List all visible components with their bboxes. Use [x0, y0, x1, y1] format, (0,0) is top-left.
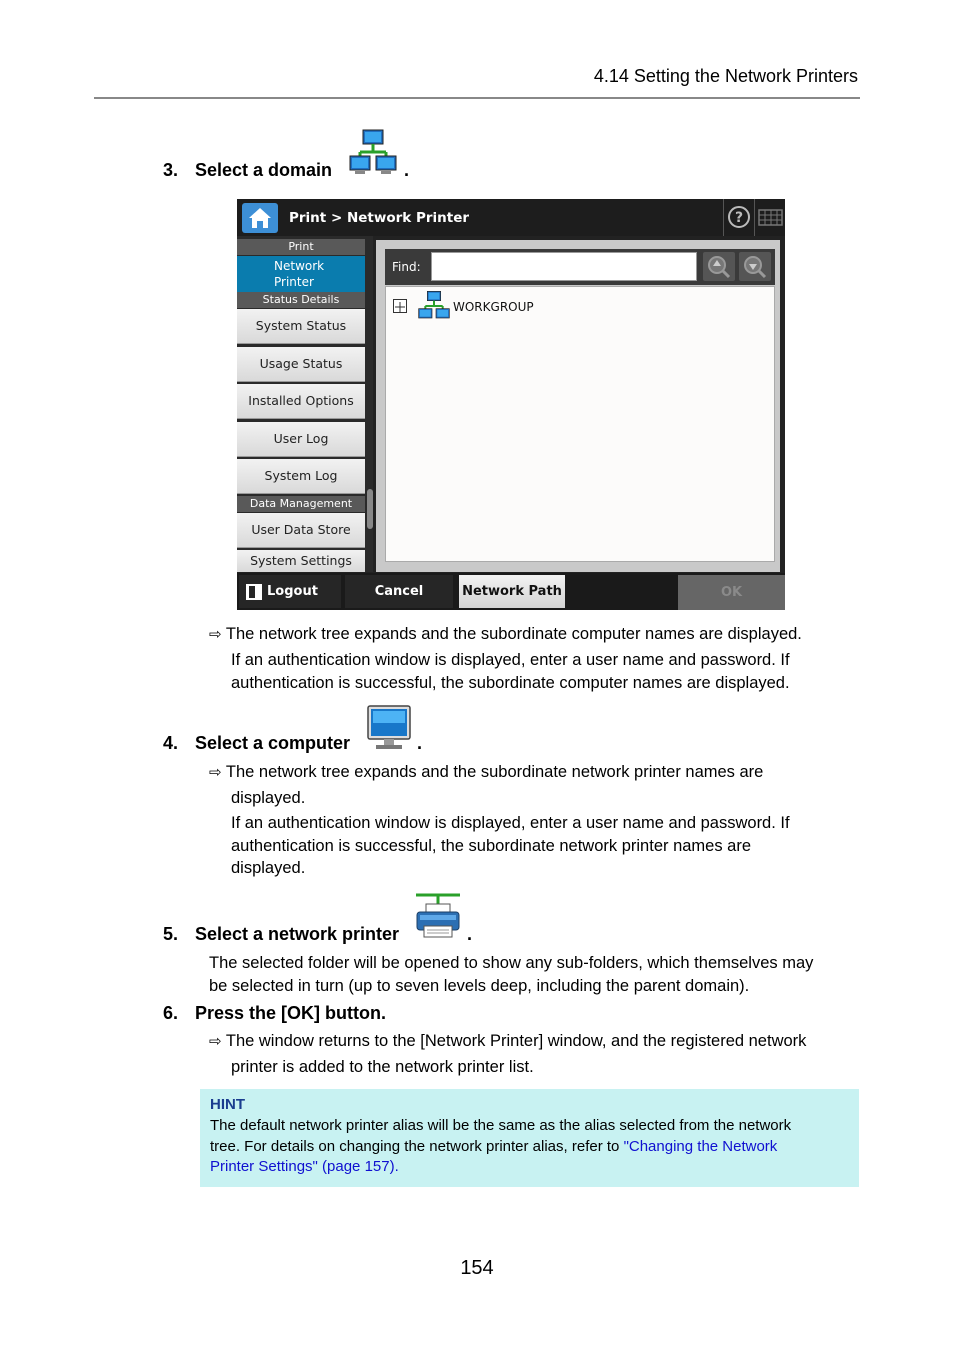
sidebar-item-user-data-store[interactable]: User Data Store: [237, 513, 365, 548]
domain-network-icon[interactable]: [418, 290, 450, 322]
search-down-icon: [739, 252, 771, 281]
step-number: 3.: [163, 160, 179, 180]
find-previous-button[interactable]: [703, 252, 735, 281]
arrow-icon: ⇨: [209, 764, 222, 781]
step-6-heading: [163, 1003, 483, 1027]
logout-button[interactable]: [239, 575, 341, 608]
step-4-result: [209, 761, 869, 785]
result-text: The window returns to the [Network Printer] window, and the registered network: [225, 1032, 807, 1050]
logout-icon: [245, 583, 263, 601]
computer-monitor-icon: [366, 704, 412, 752]
home-button[interactable]: [242, 203, 278, 233]
logout-label: Logout: [267, 584, 318, 599]
step-title: Select a network printer: [195, 924, 400, 944]
step-number: 6.: [163, 1003, 179, 1023]
result-text: The network tree expands and the subordinate computer names are displayed.: [225, 625, 802, 643]
help-button[interactable]: [723, 199, 754, 236]
section-title: 4.14 Setting the Network Printers: [593, 66, 858, 86]
keyboard-button[interactable]: [754, 199, 785, 236]
sidebar-scrollbar[interactable]: [367, 489, 373, 529]
auth-line: If an authentication window is displayed, enter a user name and password. If: [231, 814, 790, 832]
network-printer-screenshot: [237, 199, 785, 610]
step-6-result-cont: printer is added to the network printer list.: [231, 1058, 534, 1076]
hint-title: HINT: [210, 1096, 245, 1113]
sidebar-header-print: Print: [237, 239, 365, 255]
sidebar-item-label-1: Network: [274, 259, 325, 273]
tree-expand-toggle[interactable]: [393, 299, 407, 313]
arrow-icon: ⇨: [209, 1033, 222, 1050]
plus-icon: [394, 301, 406, 313]
auth-line: authentication is successful, the subordinate computer names are displayed.: [231, 673, 790, 692]
step-4-auth-note: [231, 812, 871, 880]
step-number: 5.: [163, 924, 179, 944]
svg-text:?: ?: [734, 210, 744, 226]
auth-line: If an authentication window is displayed, enter a user name and password. If: [231, 651, 790, 669]
hint-line: The default network printer alias will be the same as the alias selected from the network: [210, 1117, 792, 1134]
header-divider: [94, 97, 860, 99]
step-title: Select a computer: [195, 733, 351, 753]
hint-link-cont[interactable]: Printer Settings" (page 157): [210, 1158, 395, 1175]
step-5-description: [209, 952, 869, 997]
hint-link[interactable]: "Changing the Network: [623, 1137, 778, 1155]
sidebar-item-label-2: Printer: [274, 275, 314, 289]
step-suffix: .: [417, 733, 423, 753]
find-input[interactable]: [431, 252, 697, 281]
page-number: 154: [460, 1257, 494, 1279]
hint-text: tree. For details on changing the network printer alias, refer to: [210, 1137, 624, 1155]
step-4-heading: [163, 733, 463, 757]
step-6-result: [209, 1030, 869, 1054]
sidebar-header-status: Status Details: [237, 292, 365, 308]
sidebar-item-system-log[interactable]: System Log: [237, 459, 365, 494]
cancel-button[interactable]: Cancel: [345, 575, 453, 608]
sidebar-item-system-status[interactable]: System Status: [237, 309, 365, 344]
auth-line: displayed.: [231, 859, 306, 877]
search-up-icon: [703, 252, 735, 281]
sidebar-header-data: Data Management: [237, 496, 365, 512]
network-path-button[interactable]: Network Path: [459, 575, 565, 608]
sidebar-item-system-settings[interactable]: System Settings: [237, 550, 365, 572]
ok-button[interactable]: OK: [678, 575, 785, 610]
step-title: Select a domain: [195, 160, 333, 180]
step-3-result: [209, 623, 869, 647]
hint-line-2: [210, 1137, 850, 1158]
step-4-result-cont: displayed.: [231, 789, 306, 807]
find-next-button[interactable]: [739, 252, 771, 281]
home-icon: [242, 203, 278, 233]
hint-end: .: [394, 1158, 399, 1175]
sidebar-item-installed-options[interactable]: Installed Options: [237, 384, 365, 419]
network-tree: [385, 286, 775, 562]
network-printer-icon: [414, 892, 462, 940]
step-title: Press the [OK] button.: [195, 1003, 387, 1023]
find-label: Find:: [392, 260, 421, 274]
tree-node-workgroup[interactable]: WORKGROUP: [453, 300, 534, 314]
desc-line: The selected folder will be opened to show any sub-folders, which themselves may: [209, 954, 814, 972]
arrow-icon: ⇨: [209, 626, 222, 643]
domain-network-icon: [349, 128, 397, 176]
step-number: 4.: [163, 733, 179, 753]
sidebar-item-user-log[interactable]: User Log: [237, 422, 365, 457]
sidebar-item-network-printer[interactable]: [237, 256, 365, 292]
step-suffix: .: [404, 160, 410, 180]
hint-line-3: [210, 1157, 850, 1178]
result-text: The network tree expands and the subordinate network printer names are: [225, 763, 764, 781]
keyboard-icon: [755, 199, 785, 236]
auth-line: authentication is successful, the subordinate network printer names are: [231, 836, 752, 855]
step-3-auth-note: [231, 649, 871, 694]
step-3-heading: [163, 160, 463, 184]
step-suffix: .: [467, 924, 473, 944]
help-icon: [724, 199, 754, 236]
hint-body: [210, 1116, 850, 1178]
desc-line: be selected in turn (up to seven levels deep, including the parent domain).: [209, 976, 750, 995]
breadcrumb: Print > Network Printer: [289, 210, 470, 226]
sidebar-item-usage-status[interactable]: Usage Status: [237, 347, 365, 382]
hint-box: [200, 1089, 859, 1187]
